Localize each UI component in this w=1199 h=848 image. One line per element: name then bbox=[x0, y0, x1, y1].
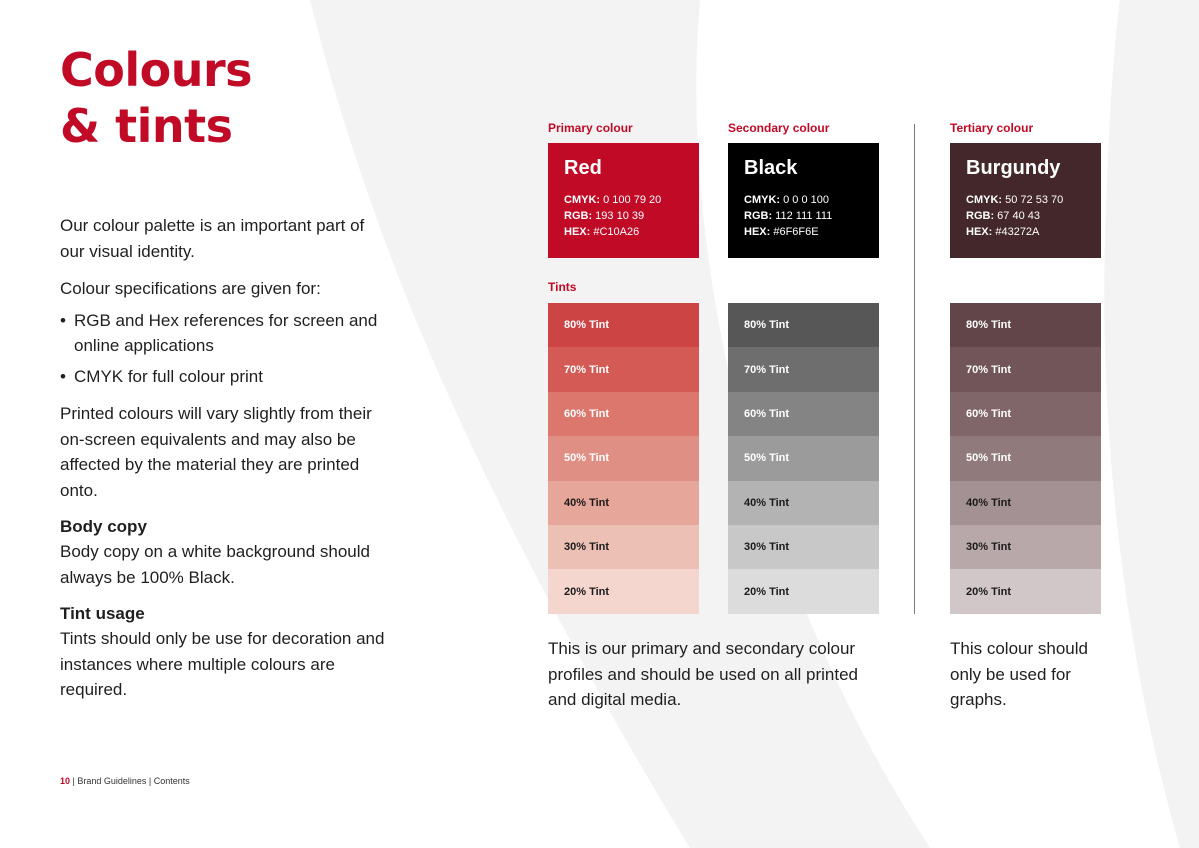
swatch-red bbox=[548, 143, 699, 258]
swatch-burgundy bbox=[950, 143, 1101, 258]
tint-swatch: 70% Tint bbox=[950, 347, 1101, 391]
tint-swatch: 40% Tint bbox=[548, 481, 699, 525]
tint-swatch: 20% Tint bbox=[950, 569, 1101, 613]
background-swoosh-right bbox=[1104, 0, 1199, 848]
swatch-rgb: RGB: 67 40 43 bbox=[966, 210, 1040, 222]
swatch-name: Black bbox=[744, 157, 798, 179]
tint-swatch: 60% Tint bbox=[728, 392, 879, 436]
footer-breadcrumb: | Brand Guidelines | Contents bbox=[70, 776, 190, 786]
tint-swatch: 30% Tint bbox=[728, 525, 879, 569]
swatch-cmyk: CMYK: 0 0 0 100 bbox=[744, 194, 829, 206]
swatch-rgb: RGB: 112 111 111 bbox=[744, 210, 833, 222]
body-copy-text: Body copy on a white background should always be 100% Black. bbox=[60, 542, 370, 587]
list-item: • RGB and Hex references for screen and online applications bbox=[60, 308, 390, 359]
tints-red bbox=[548, 303, 699, 614]
tint-swatch: 70% Tint bbox=[728, 347, 879, 391]
tertiary-caption: This colour should only be used for graphs. bbox=[950, 639, 1088, 709]
tint-swatch: 60% Tint bbox=[950, 392, 1101, 436]
body-copy-heading: Body copy bbox=[60, 517, 147, 536]
swatch-name: Red bbox=[564, 157, 602, 179]
tints-burgundy bbox=[950, 303, 1101, 614]
swatch-hex: HEX: #6F6F6E bbox=[744, 226, 819, 238]
tint-usage-heading: Tint usage bbox=[60, 604, 145, 623]
list-item: • CMYK for full colour print bbox=[60, 364, 390, 390]
tint-swatch: 20% Tint bbox=[548, 569, 699, 613]
tint-swatch: 50% Tint bbox=[950, 436, 1101, 480]
swatch-name: Burgundy bbox=[966, 157, 1061, 179]
spec-list bbox=[60, 308, 390, 390]
title-line-2: & tints bbox=[60, 99, 233, 153]
primary-colour-label: Primary colour bbox=[548, 121, 633, 135]
specs-intro: Colour specifications are given for: bbox=[60, 279, 321, 298]
title-line-1: Colours bbox=[60, 43, 253, 97]
tints-black bbox=[728, 303, 879, 614]
swatch-cmyk: CMYK: 0 100 79 20 bbox=[564, 194, 662, 206]
print-note: Printed colours will vary slightly from their on-screen equivalents and may also be affected by the material they are printed onto. bbox=[60, 404, 372, 500]
secondary-colour-label: Secondary colour bbox=[728, 121, 830, 135]
swatch-rgb: RGB: 193 10 39 bbox=[564, 210, 645, 222]
swatch-hex: HEX: #C10A26 bbox=[564, 226, 640, 238]
tint-swatch: 80% Tint bbox=[950, 303, 1101, 347]
tint-swatch: 60% Tint bbox=[548, 392, 699, 436]
swatch-hex: HEX: #43272A bbox=[966, 226, 1040, 238]
intro-column bbox=[60, 213, 390, 715]
page-footer bbox=[60, 776, 190, 786]
column-divider bbox=[914, 124, 915, 614]
tertiary-colour-label: Tertiary colour bbox=[950, 121, 1034, 135]
tint-swatch: 80% Tint bbox=[728, 303, 879, 347]
tints-label: Tints bbox=[548, 280, 577, 294]
tint-swatch: 50% Tint bbox=[728, 436, 879, 480]
tint-swatch: 40% Tint bbox=[728, 481, 879, 525]
tint-usage-text: Tints should only be use for decoration and instances where multiple colours are required. bbox=[60, 629, 385, 699]
tint-swatch: 50% Tint bbox=[548, 436, 699, 480]
primary-secondary-caption: This is our primary and secondary colour profiles and should be used on all printed and digital media. bbox=[548, 639, 858, 709]
swatch-cmyk: CMYK: 50 72 53 70 bbox=[966, 194, 1064, 206]
page-title bbox=[60, 42, 252, 154]
intro-paragraph: Our colour palette is an important part of our visual identity. bbox=[60, 216, 365, 261]
tint-swatch: 30% Tint bbox=[950, 525, 1101, 569]
page-number: 10 bbox=[60, 776, 71, 786]
swatch-black bbox=[728, 143, 879, 258]
tint-swatch: 30% Tint bbox=[548, 525, 699, 569]
tint-swatch: 80% Tint bbox=[548, 303, 699, 347]
tint-swatch: 20% Tint bbox=[728, 569, 879, 613]
tint-swatch: 70% Tint bbox=[548, 347, 699, 391]
tint-swatch: 40% Tint bbox=[950, 481, 1101, 525]
